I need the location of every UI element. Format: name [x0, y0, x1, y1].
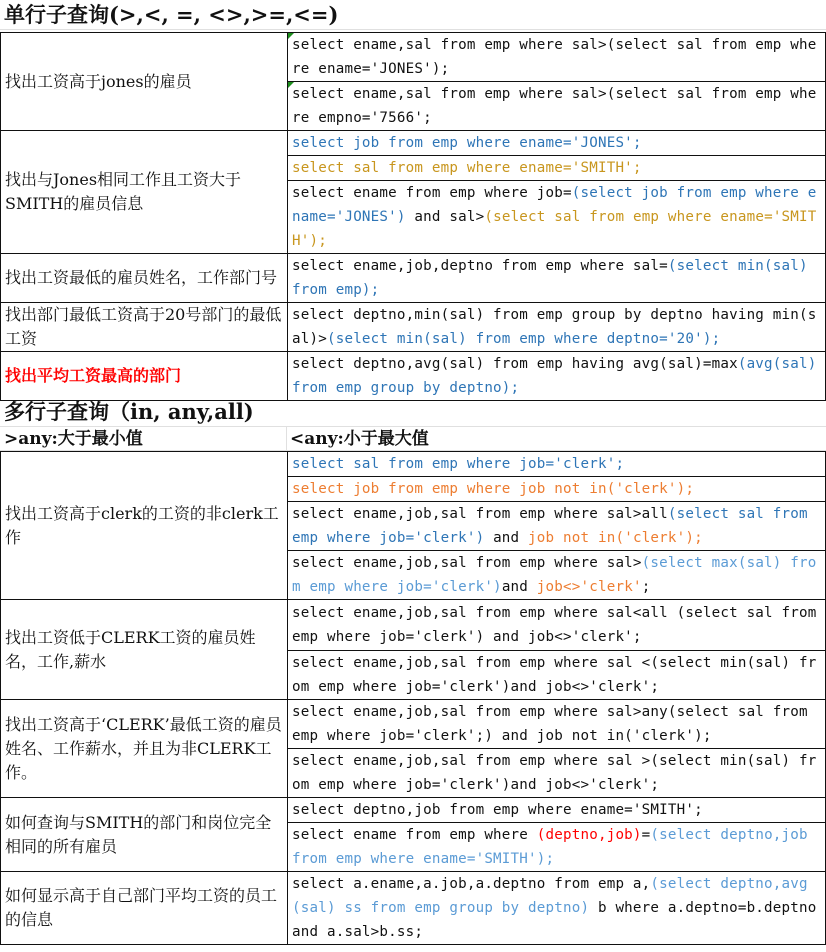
any-greater-note: >any:大于最小值: [4, 429, 143, 449]
sql-cell: [288, 700, 826, 749]
table-row: [1, 254, 826, 303]
table-row: [1, 452, 826, 477]
sql-fragment: (select max(sal) from emp where job='clerk'): [292, 555, 817, 595]
table-row: [1, 352, 826, 401]
sql-cell: [288, 82, 826, 131]
sql-fragment: select ename,job,sal from emp where sal>all: [292, 506, 668, 522]
sql-fragment: select a.ename,a.job,a.deptno from emp a,: [292, 876, 651, 892]
sql-fragment: ;: [641, 579, 651, 595]
question-cell: [1, 254, 288, 303]
question-cell: [1, 352, 288, 401]
sql-fragment: select deptno,min(sal) from emp group by deptno having min(sal)>: [292, 307, 817, 347]
sql-fragment: and: [484, 530, 529, 546]
sql-fragment: (select deptno,avg(sal) ss from emp group by deptno): [292, 876, 808, 916]
section-title-multi-row: 多行子查询（in, any,all): [0, 397, 826, 427]
sql-fragment: select sal from emp where ename='SMITH';: [292, 160, 642, 176]
question-text: 找出工资高于‘CLERK’最低工资的雇员姓名、工作薪水，并且为非CLERK工作。: [5, 714, 282, 782]
sql-fragment: and sal>: [405, 209, 485, 225]
sql-cell: [288, 872, 826, 945]
question-cell: [1, 798, 288, 872]
any-header-row: [0, 427, 826, 451]
question-cell: [1, 131, 288, 254]
section-title-single-row: 单行子查询(>,<, =, <>,>=,<=): [0, 0, 826, 30]
table-row: [1, 872, 826, 945]
sql-cell: [288, 303, 826, 352]
sql-fragment: select ename,sal from emp where sal>(select sal from emp where ename='JONES');: [292, 37, 817, 77]
sql-fragment: select job from emp where ename='JONES';: [292, 135, 642, 151]
sql-fragment: select ename,job,sal from emp where sal <(select min(sal) from emp where job='clerk')and job<>'clerk';: [292, 655, 817, 695]
sql-fragment: select deptno,avg(sal) from emp having avg(sal)=max: [292, 356, 738, 372]
question-cell: [1, 33, 288, 131]
sql-cell: [288, 254, 826, 303]
sql-cell: [288, 823, 826, 872]
sql-fragment: b where a.deptno=b.deptno and a.sal>b.ss;: [292, 900, 817, 940]
sql-fragment: (select min(sal) from emp);: [292, 258, 808, 298]
sql-fragment: =: [641, 827, 651, 843]
single-row-subquery-table: [0, 32, 826, 401]
question-text: 找出工资低于CLERK工资的雇员姓名，工作,薪水: [5, 627, 256, 671]
sql-fragment: (select sal from emp where job='clerk'): [292, 506, 808, 546]
question-cell: [1, 452, 288, 600]
sql-fragment: select deptno,job from emp where ename='SMITH';: [292, 802, 703, 818]
question-text: 找出工资高于clerk的工资的非clerk工作: [5, 503, 279, 547]
sql-fragment: (select min(sal) from emp where deptno='20');: [326, 331, 721, 347]
sql-cell: [288, 452, 826, 477]
sql-cell: [288, 131, 826, 156]
table-row: [1, 600, 826, 651]
sql-fragment: select ename,job,sal from emp where sal>any(select sal from emp where job='clerk';) and job not in('clerk');: [292, 704, 808, 744]
sql-cell: [288, 33, 826, 82]
sql-fragment: select job from emp where job not in('clerk');: [292, 481, 695, 497]
sql-cell: [288, 502, 826, 551]
table-row: [1, 33, 826, 82]
sql-cell: [288, 477, 826, 502]
question-cell: [1, 600, 288, 700]
sql-fragment: job not in('clerk');: [528, 530, 703, 546]
sql-cell: [288, 181, 826, 254]
sql-fragment: select ename,sal from emp where sal>(select sal from emp where empno='7566';: [292, 86, 817, 126]
question-cell: [1, 872, 288, 945]
sql-cell: [288, 749, 826, 798]
sql-fragment: select ename from emp where job=: [292, 185, 572, 201]
question-cell: [1, 303, 288, 352]
question-text: 如何查询与SMITH的部门和岗位完全相同的所有雇员: [5, 812, 272, 856]
sql-cell: [288, 352, 826, 401]
table-row: [1, 798, 826, 823]
sql-fragment: (deptno,job): [536, 827, 642, 843]
sql-fragment: (select sal from emp where ename='SMITH');: [292, 209, 817, 249]
sql-fragment: select ename,job,deptno from emp where sal=: [292, 258, 668, 274]
multi-row-subquery-table: [0, 451, 826, 945]
sql-cell: [288, 156, 826, 181]
question-text: 找出工资高于jones的雇员: [5, 71, 192, 91]
table-row: [1, 303, 826, 352]
sql-fragment: (avg(sal) from emp group by deptno);: [292, 356, 817, 396]
question-text: 找出平均工资最高的部门: [5, 366, 182, 385]
table-row: [1, 700, 826, 749]
any-less-note: <any:小于最大值: [290, 429, 429, 449]
question-text: 如何显示高于自己部门平均工资的员工的信息: [5, 886, 278, 929]
sql-fragment: select ename from emp where: [292, 827, 537, 843]
sql-fragment: (select job from emp where ename='JONES'): [292, 185, 817, 225]
question-cell: [1, 700, 288, 798]
sql-fragment: select ename,job,sal from emp where sal >(select min(sal) from emp where job='clerk')and job<>'clerk';: [292, 753, 817, 793]
sql-fragment: select ename,job,sal from emp where sal>: [292, 555, 642, 571]
sql-cell: [288, 798, 826, 823]
question-text: 找出部门最低工资高于20号部门的最低工资: [5, 305, 282, 348]
sql-fragment: job<>'clerk': [536, 579, 642, 595]
question-text: 找出与Jones相同工作且工资大于SMITH的雇员信息: [5, 170, 242, 213]
sql-fragment: and: [501, 579, 537, 595]
sql-fragment: (select deptno,job from emp where ename='SMITH');: [292, 827, 808, 867]
question-text: 找出工资最低的雇员姓名，工作部门号: [5, 268, 278, 287]
sql-fragment: select ename,job,sal from emp where sal<all (select sal from emp where job='clerk') and job<>'clerk';: [292, 605, 817, 645]
sql-cell: [288, 600, 826, 651]
divider: [286, 427, 287, 451]
sql-cell: [288, 651, 826, 700]
table-row: [1, 131, 826, 156]
sql-cell: [288, 551, 826, 600]
sql-fragment: select sal from emp where job='clerk';: [292, 456, 625, 472]
